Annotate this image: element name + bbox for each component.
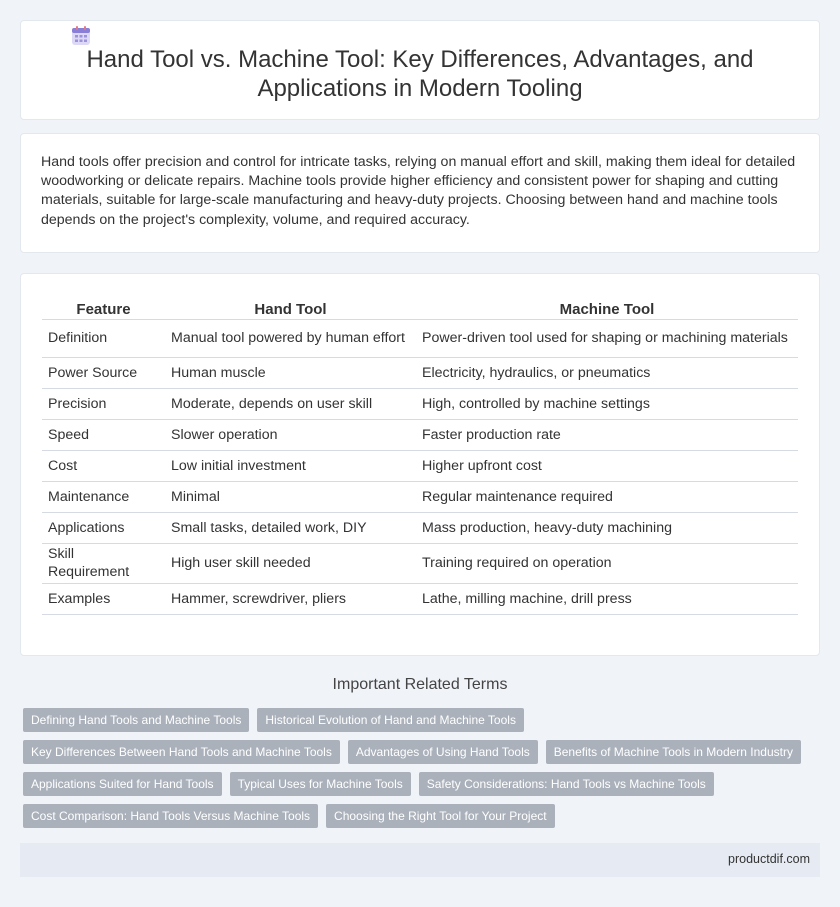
tag-defining-hand-and-machine-tools[interactable]: Defining Hand Tools and Machine Tools	[23, 708, 249, 732]
hand-tool-cell: Slower operation	[165, 419, 416, 450]
header-feature: Feature	[42, 295, 165, 319]
tag-choosing-right-tool[interactable]: Choosing the Right Tool for Your Project	[326, 804, 555, 828]
feature-cell: Skill Requirement	[42, 543, 165, 583]
table-row	[42, 481, 798, 512]
table-row	[42, 319, 798, 357]
hand-tool-cell: Human muscle	[165, 357, 416, 388]
header-card	[20, 20, 820, 120]
tag-benefits-machine-tools[interactable]: Benefits of Machine Tools in Modern Industry	[546, 740, 801, 764]
related-terms-tags	[23, 708, 813, 836]
tag-typical-uses-machine-tools[interactable]: Typical Uses for Machine Tools	[230, 772, 411, 796]
tag-row	[23, 708, 813, 732]
machine-tool-cell: Power-driven tool used for shaping or machining materials	[416, 319, 798, 357]
comparison-table	[42, 295, 798, 615]
machine-tool-cell: Regular maintenance required	[416, 481, 798, 512]
machine-tool-cell: Mass production, heavy-duty machining	[416, 512, 798, 543]
tag-cost-comparison[interactable]: Cost Comparison: Hand Tools Versus Machine Tools	[23, 804, 318, 828]
header-machine-tool: Machine Tool	[416, 295, 798, 319]
tag-historical-evolution[interactable]: Historical Evolution of Hand and Machine Tools	[257, 708, 524, 732]
tag-applications-hand-tools[interactable]: Applications Suited for Hand Tools	[23, 772, 222, 796]
table-row	[42, 419, 798, 450]
feature-cell: Examples	[42, 583, 165, 614]
machine-tool-cell: Lathe, milling machine, drill press	[416, 583, 798, 614]
page-title: Hand Tool vs. Machine Tool: Key Differences, Advantages, and Applications in Modern Tooling	[86, 46, 754, 102]
feature-cell: Power Source	[42, 357, 165, 388]
table-row	[42, 512, 798, 543]
tag-row	[23, 772, 813, 796]
tag-safety-considerations[interactable]: Safety Considerations: Hand Tools vs Machine Tools	[419, 772, 714, 796]
feature-cell: Speed	[42, 419, 165, 450]
table-row	[42, 388, 798, 419]
tag-row	[23, 804, 813, 828]
feature-cell: Applications	[42, 512, 165, 543]
machine-tool-cell: Higher upfront cost	[416, 450, 798, 481]
table-row	[42, 543, 798, 583]
machine-tool-cell: Training required on operation	[416, 543, 798, 583]
feature-cell: Definition	[42, 319, 165, 357]
table-header-row	[42, 295, 798, 319]
hand-tool-cell: Hammer, screwdriver, pliers	[165, 583, 416, 614]
header-hand-tool: Hand Tool	[165, 295, 416, 319]
comparison-table-card	[20, 273, 820, 656]
hand-tool-cell: Manual tool powered by human effort	[165, 319, 416, 357]
intro-paragraph: Hand tools offer precision and control for intricate tasks, relying on manual effort and skill, making them ideal for detailed woodworking or delicate repairs. Machine tools provide higher efficiency and consistent power for shaping and cutting materials, suitable for large-scale manufacturing and heavy-duty projects. Choosing between hand and machine tools depends on the project's complexity, volume, and required accuracy.	[41, 154, 796, 228]
table-row	[42, 357, 798, 388]
tag-key-differences[interactable]: Key Differences Between Hand Tools and Machine Tools	[23, 740, 340, 764]
machine-tool-cell: High, controlled by machine settings	[416, 388, 798, 419]
feature-cell: Maintenance	[42, 481, 165, 512]
hand-tool-cell: Moderate, depends on user skill	[165, 388, 416, 419]
tag-row	[23, 740, 813, 764]
tag-advantages-hand-tools[interactable]: Advantages of Using Hand Tools	[348, 740, 538, 764]
machine-tool-cell: Electricity, hydraulics, or pneumatics	[416, 357, 798, 388]
hand-tool-cell: High user skill needed	[165, 543, 416, 583]
intro-card	[20, 133, 820, 253]
table-row	[42, 583, 798, 614]
hand-tool-cell: Minimal	[165, 481, 416, 512]
footer	[20, 843, 820, 877]
hand-tool-cell: Small tasks, detailed work, DIY	[165, 512, 416, 543]
footer-site-link[interactable]: productdif.com	[728, 852, 810, 866]
table-row	[42, 450, 798, 481]
feature-cell: Cost	[42, 450, 165, 481]
feature-cell: Precision	[42, 388, 165, 419]
calendar-icon	[70, 25, 92, 47]
hand-tool-cell: Low initial investment	[165, 450, 416, 481]
related-terms-heading: Important Related Terms	[332, 676, 508, 693]
machine-tool-cell: Faster production rate	[416, 419, 798, 450]
